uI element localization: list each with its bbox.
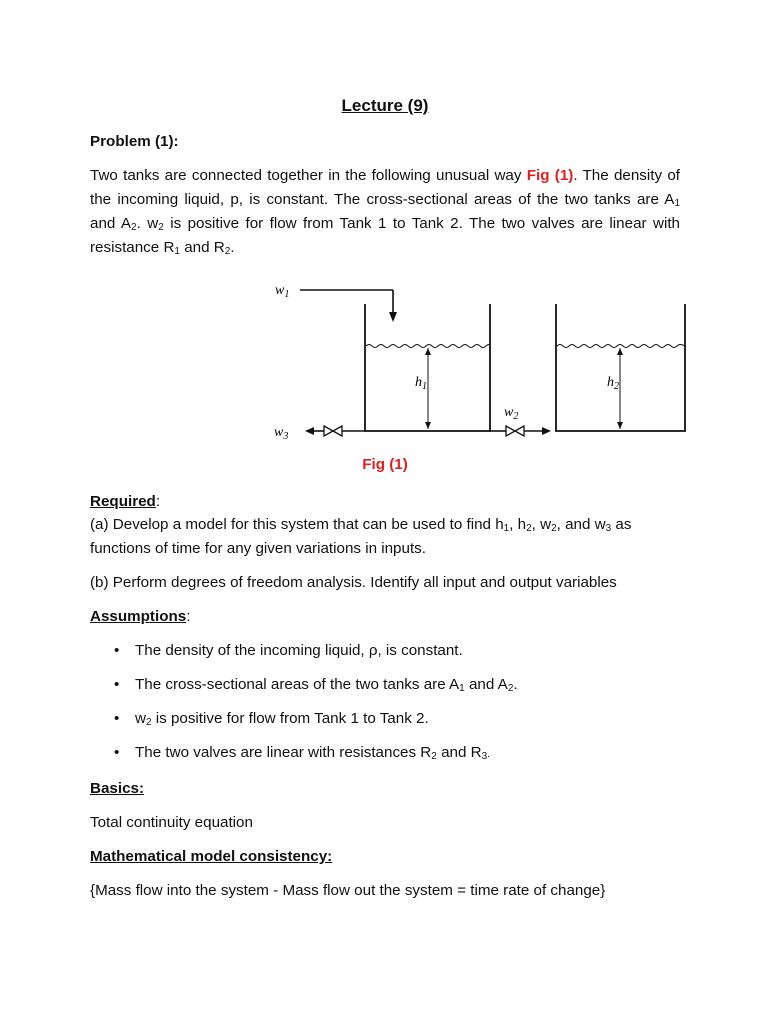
required-heading: Required (90, 493, 156, 510)
w2-label: $w_2$ (504, 405, 519, 422)
fig-reference: Fig (1) (526, 167, 574, 184)
list-item: • The cross-sectional areas of the two tanks are $A_1$ and $A_2$. (114, 676, 518, 694)
required-item-a: (a) Develop a model for this system that can be used to find $h_1$, $h_2$, $w_2$, and $w_3$ as functions of time for any given variations in inputs. (90, 516, 632, 557)
assumptions-section: Assumptions: (90, 608, 191, 625)
two-tank-diagram (270, 276, 619, 448)
connecting-arrow (542, 427, 551, 435)
required-item-b: (b) Perform degrees of freedom analysis. Identify all input and output variables (90, 574, 617, 591)
required-section: Required: (90, 493, 161, 510)
h2-arrow-up (617, 348, 623, 355)
figure-caption: Fig (1) (362, 456, 408, 473)
list-item: • The density of the incoming liquid, ρ, is constant. (114, 642, 463, 659)
assumptions-list (90, 639, 680, 775)
problem-heading: Problem (1): (90, 133, 179, 150)
intro-paragraph: Two tanks are connected together in the following unusual way Fig (1). The density of the incoming liquid, p, is constant. The cross-sectional areas of the two tanks are $A_1$ and $A_2$. $w_2$ is positive for flow from Tank 1 to Tank 2. The two valves are linear with resistance $R_1$ and $R_2$. (90, 167, 680, 257)
w1-label: $w_1$ (275, 283, 290, 300)
h2-arrow-down (617, 422, 623, 429)
h1-label: $h_1$ (415, 375, 427, 392)
h1-arrow-up (425, 348, 431, 355)
page-title: Lecture (9) (341, 96, 429, 115)
outlet-valve-icon (324, 426, 342, 436)
model-text: {Mass flow into the system - Mass flow out the system = time rate of change} (90, 882, 606, 899)
tank-1-liquid-surface (366, 345, 490, 348)
connecting-valve-icon (506, 426, 524, 436)
inlet-arrow (389, 312, 397, 322)
outlet-arrow (305, 427, 314, 435)
tank-2-liquid-surface (557, 345, 685, 348)
model-heading: Mathematical model consistency: (90, 848, 333, 865)
list-item: • $w_2$ is positive for flow from Tank 1 to Tank 2. (114, 710, 429, 728)
h2-label: $h_2$ (607, 375, 619, 392)
basics-text: Total continuity equation (90, 814, 253, 831)
w3-label: $w_3$ (274, 425, 289, 442)
basics-heading: Basics: (90, 780, 145, 797)
list-item: • The two valves are linear with resistances $R_2$ and $R_3$. (114, 744, 490, 762)
assumptions-heading: Assumptions (90, 608, 187, 625)
h1-arrow-down (425, 422, 431, 429)
